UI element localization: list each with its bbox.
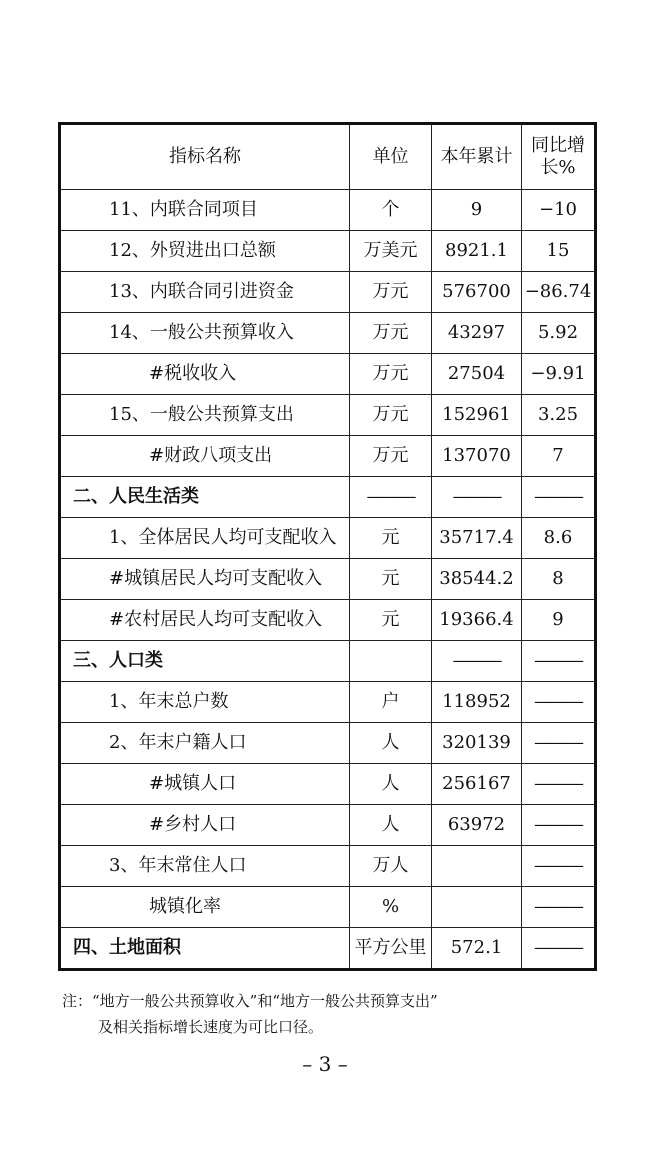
table-row-section: [60, 641, 596, 682]
table-row: [60, 354, 596, 395]
table-row: [60, 436, 596, 477]
row-change: −10: [522, 190, 596, 231]
header-indicator-name: 指标名称: [60, 124, 350, 190]
row-unit: 万元: [350, 354, 432, 395]
row-total: 63972: [432, 805, 522, 846]
row-change: ———: [522, 928, 596, 970]
row-change: 8: [522, 559, 596, 600]
row-unit: 户: [350, 682, 432, 723]
row-total: 256167: [432, 764, 522, 805]
row-unit: 万人: [350, 846, 432, 887]
table-row: [60, 395, 596, 436]
statistics-table: [58, 122, 597, 971]
table-row: [60, 313, 596, 354]
row-total: 572.1: [432, 928, 522, 970]
row-change: ———: [522, 641, 596, 682]
row-total: 9: [432, 190, 522, 231]
table-header-row: [60, 124, 596, 190]
header-annual-total: 本年累计: [432, 124, 522, 190]
row-name: 城镇化率: [60, 887, 350, 928]
row-total: 35717.4: [432, 518, 522, 559]
table-row: [60, 600, 596, 641]
row-name: #城镇人口: [60, 764, 350, 805]
row-change: 8.6: [522, 518, 596, 559]
table-row: [60, 764, 596, 805]
row-unit: 人: [350, 723, 432, 764]
page-number: – 3 –: [302, 1052, 348, 1076]
row-change: 15: [522, 231, 596, 272]
row-total: ———: [432, 641, 522, 682]
row-name: 1、年末总户数: [60, 682, 350, 723]
row-unit: 平方公里: [350, 928, 432, 970]
row-change: ———: [522, 682, 596, 723]
row-unit: 万美元: [350, 231, 432, 272]
row-unit: %: [350, 887, 432, 928]
table-row-section: [60, 477, 596, 518]
row-total: 118952: [432, 682, 522, 723]
row-name: #财政八项支出: [60, 436, 350, 477]
header-yoy-change: 同比增长%: [522, 124, 596, 190]
table-row: [60, 805, 596, 846]
footnote-line-2: 及相关指标增长速度为可比口径。: [98, 1018, 324, 1036]
row-unit: 元: [350, 518, 432, 559]
table-row-section: [60, 928, 596, 970]
row-total: 38544.2: [432, 559, 522, 600]
row-unit: 元: [350, 559, 432, 600]
row-name: #税收收入: [60, 354, 350, 395]
table-row: [60, 272, 596, 313]
row-change: 9: [522, 600, 596, 641]
table-row: [60, 231, 596, 272]
section-title: 四、土地面积: [60, 928, 350, 970]
row-total: [432, 887, 522, 928]
footnote-line-1: 注：“地方一般公共预算收入”和“地方一般公共预算支出”: [62, 992, 438, 1010]
row-name: 13、内联合同引进资金: [60, 272, 350, 313]
row-total: 576700: [432, 272, 522, 313]
table-row: [60, 682, 596, 723]
row-unit: 万元: [350, 313, 432, 354]
table-row: [60, 518, 596, 559]
row-change: −9.91: [522, 354, 596, 395]
row-change: 5.92: [522, 313, 596, 354]
row-name: 12、外贸进出口总额: [60, 231, 350, 272]
row-total: 43297: [432, 313, 522, 354]
section-title: 三、人口类: [60, 641, 350, 682]
row-total: [432, 846, 522, 887]
row-total: 19366.4: [432, 600, 522, 641]
row-name: #乡村人口: [60, 805, 350, 846]
row-change: ———: [522, 723, 596, 764]
row-change: 3.25: [522, 395, 596, 436]
section-title: 二、人民生活类: [60, 477, 350, 518]
table-row: [60, 723, 596, 764]
row-name: 2、年末户籍人口: [60, 723, 350, 764]
row-unit: 人: [350, 764, 432, 805]
row-total: 137070: [432, 436, 522, 477]
row-total: 152961: [432, 395, 522, 436]
table-row: [60, 190, 596, 231]
row-name: 15、一般公共预算支出: [60, 395, 350, 436]
row-name: 11、内联合同项目: [60, 190, 350, 231]
row-change: −86.74: [522, 272, 596, 313]
row-change: ———: [522, 887, 596, 928]
row-total: 320139: [432, 723, 522, 764]
footnote: [62, 988, 602, 1040]
row-name: 3、年末常住人口: [60, 846, 350, 887]
row-unit: 万元: [350, 436, 432, 477]
row-name: #农村居民人均可支配收入: [60, 600, 350, 641]
row-unit: ———: [350, 477, 432, 518]
row-name: #城镇居民人均可支配收入: [60, 559, 350, 600]
row-unit: 万元: [350, 395, 432, 436]
row-unit: 元: [350, 600, 432, 641]
row-change: ———: [522, 477, 596, 518]
table-row: [60, 559, 596, 600]
row-unit: 人: [350, 805, 432, 846]
row-name: 14、一般公共预算收入: [60, 313, 350, 354]
row-change: ———: [522, 805, 596, 846]
row-change: ———: [522, 846, 596, 887]
row-change: ———: [522, 764, 596, 805]
row-change: 7: [522, 436, 596, 477]
row-name: 1、全体居民人均可支配收入: [60, 518, 350, 559]
table-row: [60, 887, 596, 928]
table-row: [60, 846, 596, 887]
row-total: ———: [432, 477, 522, 518]
row-total: 8921.1: [432, 231, 522, 272]
row-unit: 个: [350, 190, 432, 231]
row-unit: [350, 641, 432, 682]
row-total: 27504: [432, 354, 522, 395]
row-unit: 万元: [350, 272, 432, 313]
header-unit: 单位: [350, 124, 432, 190]
